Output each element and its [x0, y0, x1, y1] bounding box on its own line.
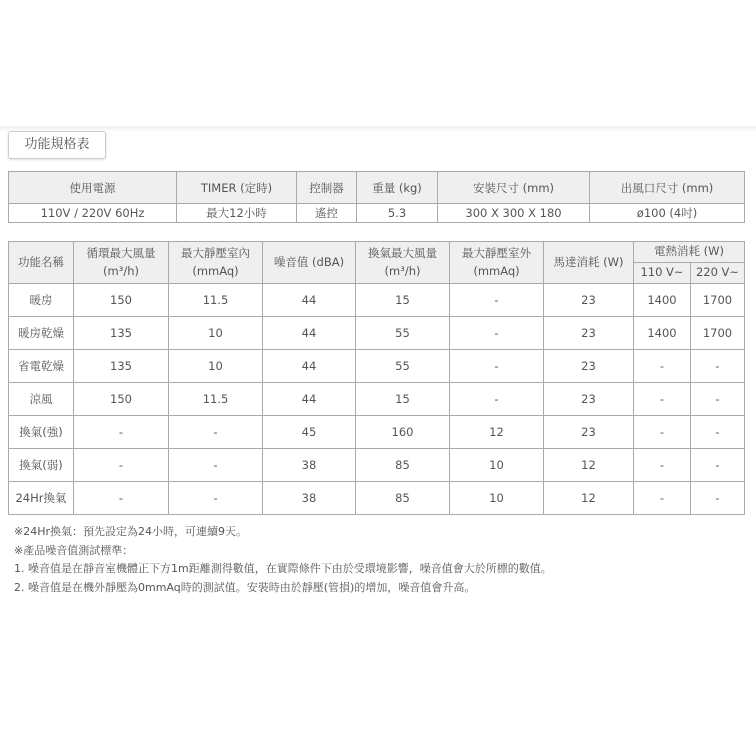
table-cell: - [634, 482, 691, 515]
value-install-size: 300 X 300 X 180 [438, 204, 590, 223]
table-cell: 55 [356, 350, 450, 383]
table-cell: 44 [263, 350, 356, 383]
header-heat: 電熱消耗 (W) [634, 242, 745, 263]
header-circ-unit: (m³/h) [103, 263, 139, 278]
note-line: 1. 噪音值是在靜音室機體正下方1m距離測得數值，在實際條件下由於受環境影響，噪音值會大於所標的數值。 [14, 562, 552, 575]
table-cell: - [691, 416, 745, 449]
function-name-cell: 24Hr換氣 [9, 482, 74, 515]
table-cell: 23 [544, 317, 634, 350]
table-cell: - [634, 416, 691, 449]
table-cell: 10 [450, 482, 544, 515]
table-cell: 44 [263, 317, 356, 350]
table-cell: 10 [450, 449, 544, 482]
header-noise: 噪音值 (dBA) [263, 242, 356, 284]
note-line: 2. 噪音值是在機外靜壓為0mmAq時的測試值。安裝時由於靜壓(管損)的增加，噪音值會升高。 [14, 580, 476, 594]
header-outlet-size: 出風口尺寸 (mm) [590, 172, 745, 204]
value-controller: 遙控 [297, 204, 357, 223]
header-220v: 220 V~ [691, 263, 745, 284]
table-cell: - [634, 449, 691, 482]
header-sp-in [169, 242, 263, 284]
header-timer: TIMER (定時) [177, 172, 297, 204]
function-name-cell: 涼風 [9, 383, 74, 416]
table-cell: - [691, 482, 745, 515]
table-cell: 15 [356, 383, 450, 416]
value-timer: 最大12小時 [177, 204, 297, 223]
function-name-cell: 暖房 [9, 284, 74, 317]
spec-header-row [9, 172, 745, 204]
table-cell: 1400 [634, 284, 691, 317]
table-cell: - [450, 383, 544, 416]
function-name-cell: 暖房乾燥 [9, 317, 74, 350]
header-sp-out-label: 最大靜壓室外 [462, 246, 531, 261]
table-cell: 150 [74, 284, 169, 317]
header-circ-label: 循環最大風量 [86, 246, 156, 261]
table-row [9, 383, 745, 416]
note-line: ※產品噪音值測試標準： [14, 543, 134, 557]
table-cell: 10 [169, 317, 263, 350]
top-band [0, 0, 756, 128]
divider [0, 126, 756, 132]
table-cell: - [634, 383, 691, 416]
header-vent-label: 換氣最大風量 [368, 246, 437, 261]
table-cell: - [450, 317, 544, 350]
header-weight: 重量 (kg) [357, 172, 438, 204]
spec-table [8, 171, 745, 223]
table-row [9, 449, 745, 482]
table-row [9, 284, 745, 317]
table-cell: 45 [263, 416, 356, 449]
header-circ [74, 242, 169, 284]
spec-value-row [9, 204, 745, 223]
table-cell: 44 [263, 383, 356, 416]
header-name: 功能名稱 [9, 242, 74, 284]
table-cell: 38 [263, 482, 356, 515]
table-cell: - [74, 416, 169, 449]
table-row [9, 482, 745, 515]
header-sp-out [450, 242, 544, 284]
header-110v: 110 V~ [634, 263, 691, 284]
table-cell: 135 [74, 317, 169, 350]
header-sp-in-label: 最大靜壓室內 [181, 246, 250, 261]
value-outlet-size: ø100 (4吋) [590, 204, 745, 223]
header-controller: 控制器 [297, 172, 357, 204]
spec-tab-button[interactable]: 功能規格表 [8, 131, 106, 159]
header-sp-out-unit: (mmAq) [473, 263, 520, 278]
notes [14, 523, 552, 597]
function-name-cell: 省電乾燥 [9, 350, 74, 383]
function-name-cell: 換氣(強) [9, 416, 74, 449]
header-motor: 馬達消耗 (W) [544, 242, 634, 284]
table-cell: - [691, 383, 745, 416]
table-cell: 160 [356, 416, 450, 449]
table-cell: - [634, 350, 691, 383]
table-cell: 1700 [691, 317, 745, 350]
table-cell: - [74, 449, 169, 482]
table-row [9, 317, 745, 350]
function-header-row [9, 242, 745, 263]
note-line: ※24Hr換氣：預先設定為24小時，可連續9天。 [14, 525, 248, 538]
value-power: 110V / 220V 60Hz [9, 204, 177, 223]
table-cell: - [691, 350, 745, 383]
header-vent-unit: (m³/h) [384, 263, 421, 278]
table-cell: 11.5 [169, 284, 263, 317]
table-cell: 85 [356, 449, 450, 482]
table-cell: 12 [544, 482, 634, 515]
table-cell: 1400 [634, 317, 691, 350]
table-cell: - [450, 350, 544, 383]
table-cell: 23 [544, 284, 634, 317]
table-cell: 12 [544, 449, 634, 482]
table-cell: - [169, 416, 263, 449]
function-table [8, 241, 745, 515]
table-cell: 135 [74, 350, 169, 383]
table-cell: 10 [169, 350, 263, 383]
table-cell: - [169, 482, 263, 515]
header-vent [356, 242, 450, 284]
table-cell: - [74, 482, 169, 515]
table-cell: 55 [356, 317, 450, 350]
table-cell: 23 [544, 350, 634, 383]
table-cell: 1700 [691, 284, 745, 317]
header-install-size: 安裝尺寸 (mm) [438, 172, 590, 204]
table-cell: - [169, 449, 263, 482]
header-sp-in-unit: (mmAq) [192, 263, 239, 278]
table-cell: 44 [263, 284, 356, 317]
table-cell: 23 [544, 416, 634, 449]
value-weight: 5.3 [357, 204, 438, 223]
table-row [9, 416, 745, 449]
table-cell: 15 [356, 284, 450, 317]
table-cell: - [691, 449, 745, 482]
header-power: 使用電源 [9, 172, 177, 204]
table-cell: 12 [450, 416, 544, 449]
table-cell: 23 [544, 383, 634, 416]
table-row [9, 350, 745, 383]
table-cell: 150 [74, 383, 169, 416]
table-cell: 38 [263, 449, 356, 482]
table-cell: 11.5 [169, 383, 263, 416]
function-name-cell: 換氣(弱) [9, 449, 74, 482]
table-cell: 85 [356, 482, 450, 515]
table-cell: - [450, 284, 544, 317]
